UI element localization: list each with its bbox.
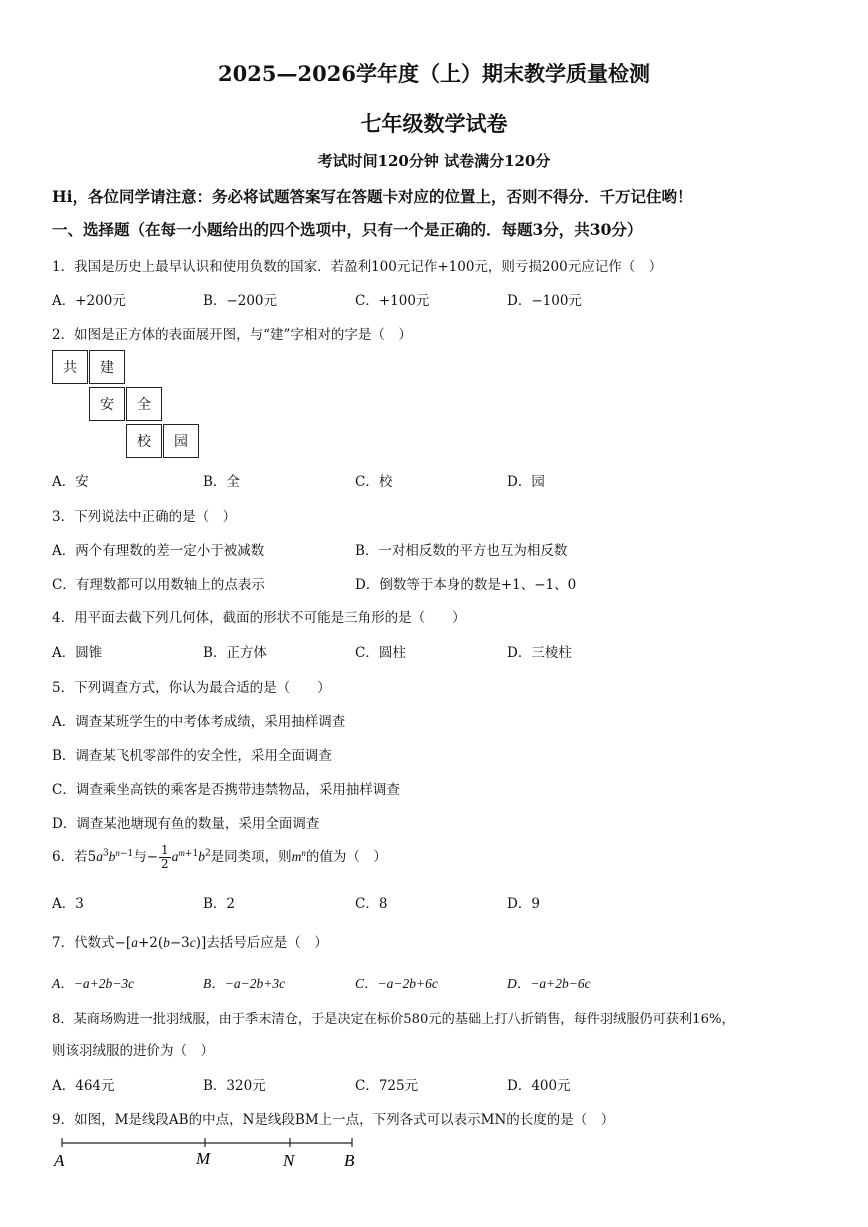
question-5: 5．下列调查方式，你认为最合适的是（ ） — [52, 680, 331, 696]
q5-option-c: C．调查乘坐高铁的乘客是否携带违禁物品，采用抽样调查 — [52, 782, 400, 798]
question-6: 6．若$5a^3b^{n-1}$与− $\frac{1}{2}$ $a^{m+1}b^2$是同类项，则$m^n$的值为（ ） — [52, 843, 387, 871]
q8-option-b: B．320元 — [203, 1078, 266, 1094]
q4-option-a: A．圆锥 — [52, 645, 103, 661]
question-3: 3．下列说法中正确的是（ ） — [52, 509, 237, 525]
q8-option-c: C．725元 — [355, 1078, 419, 1094]
section-heading: 一、选择题（在每一小题给出的四个选项中，只有一个是正确的．每题3分，共30分） — [52, 220, 643, 239]
question-8-line-1: 8．某商场购进一批羽绒服，由于季末清仓，于是决定在标价580元的基础上打八折销售，每件羽绒服仍可获利16%， — [52, 1012, 735, 1027]
q8-option-d: D．400元 — [507, 1078, 571, 1094]
term-2: − $\frac{1}{2}$ $a^{m+1}b^2$ — [146, 843, 211, 871]
q3-option-d: D．倒数等于本身的数是+1、−1、0 — [355, 577, 577, 593]
q6-option-b: B．2 — [203, 896, 236, 912]
exam-info: 考试时间120分钟 试卷满分120分 — [317, 152, 551, 170]
net-cell: 建 — [89, 350, 125, 384]
q7-option-a: A．−a+2b−3c — [52, 976, 135, 991]
q7-option-d: D．−a+2b−6c — [507, 976, 591, 991]
notice: Hi，各位同学请注意：务必将试题答案写在答题卡对应的位置上，否则不得分．千万记住哟！ — [52, 187, 693, 206]
q4-option-c: C．圆柱 — [355, 645, 406, 661]
q1-option-b: B．−200元 — [203, 293, 277, 309]
exam-title: 2025—2026学年度（上）期末教学质量检测 — [218, 61, 650, 86]
q5-option-b: B．调查某飞机零部件的安全性，采用全面调查 — [52, 748, 332, 764]
net-cell: 园 — [163, 424, 199, 458]
expression: −[a+2(b−3c)] — [114, 935, 207, 951]
point-label-a: A — [54, 1151, 65, 1170]
q1-option-d: D．−100元 — [507, 293, 582, 309]
q6-option-c: C．8 — [355, 896, 388, 912]
q3-option-a: A．两个有理数的差一定小于被减数 — [52, 543, 265, 559]
exam-subtitle: 七年级数学试卷 — [360, 111, 508, 136]
q7-option-c: C．−a−2b+6c — [355, 976, 438, 991]
question-7: 7．代数式−[a+2(b−3c)]去括号后应是（ ） — [52, 935, 328, 951]
net-cell: 共 — [52, 350, 88, 384]
q3-option-b: B．一对相反数的平方也互为相反数 — [355, 543, 568, 559]
question-4: 4．用平面去截下列几何体，截面的形状不可能是三角形的是（ ） — [52, 610, 466, 626]
point-label-m: M — [196, 1149, 211, 1168]
q5-option-d: D．调查某池塘现有鱼的数量，采用全面调查 — [52, 816, 320, 832]
q2-option-a: A．安 — [52, 474, 89, 490]
question-9: 9．如图，M是线段AB的中点，N是线段BM上一点，下列各式可以表示MN的长度的是（ ） — [52, 1112, 615, 1128]
q6-option-d: D．9 — [507, 896, 540, 912]
point-label-n: N — [283, 1151, 295, 1170]
q4-option-d: D．三棱柱 — [507, 645, 572, 661]
question-1: 1．我国是历史上最早认识和使用负数的国家．若盈利100元记作+100元，则亏损200元应记作（ ） — [52, 259, 663, 275]
q2-option-c: C．校 — [355, 474, 393, 490]
question-2: 2．如图是正方体的表面展开图，与“建”字相对的字是（ ） — [52, 327, 412, 343]
term-1: $5a^3b^{n-1}$ — [87, 847, 134, 865]
q8-option-a: A．464元 — [52, 1078, 115, 1094]
q5-option-a: A．调查某班学生的中考体考成绩，采用抽样调查 — [52, 714, 346, 730]
net-cell: 全 — [126, 387, 162, 421]
expr-m-n: $m^n$ — [291, 847, 306, 864]
q3-option-c: C．有理数都可以用数轴上的点表示 — [52, 577, 265, 593]
q1-option-a: A．+200元 — [52, 293, 126, 309]
q6-option-a: A．3 — [52, 896, 84, 912]
point-label-b: B — [344, 1151, 355, 1170]
q4-option-b: B．正方体 — [203, 645, 267, 661]
q2-option-b: B．全 — [203, 474, 240, 490]
line-segment-figure — [50, 1135, 370, 1171]
q7-option-b: B．−a−2b+3c — [203, 976, 286, 991]
net-cell: 安 — [89, 387, 125, 421]
net-cell: 校 — [126, 424, 162, 458]
q1-option-c: C．+100元 — [355, 293, 430, 309]
q2-option-d: D．园 — [507, 474, 545, 490]
question-8-line-2: 则该羽绒服的进价为（ ） — [52, 1043, 214, 1059]
